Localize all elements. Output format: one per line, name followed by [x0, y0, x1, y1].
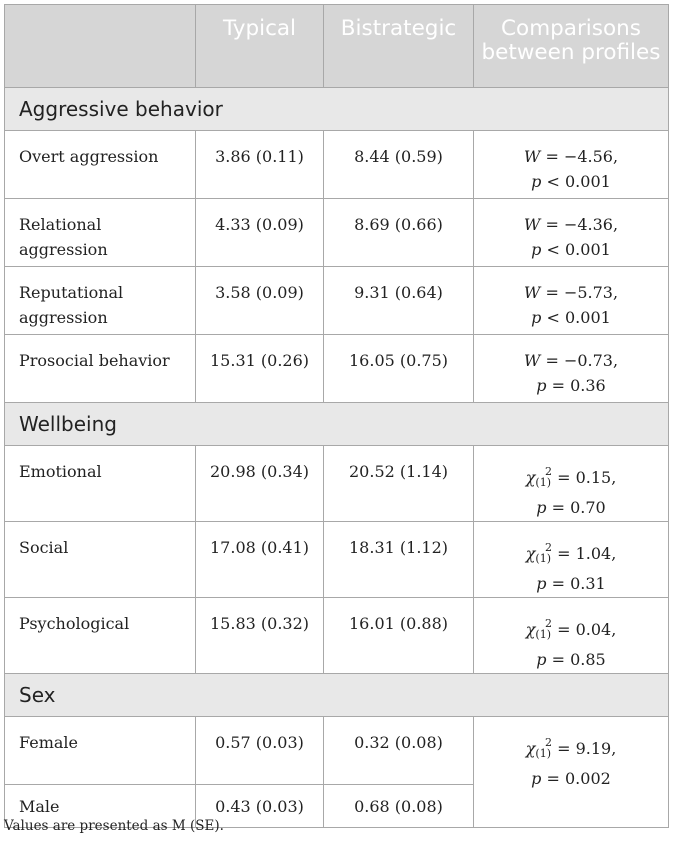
comparison-cell: [474, 598, 669, 674]
bistrategic-value: 18.31 (1.12): [324, 522, 474, 598]
header-empty: [5, 5, 196, 88]
p-symbol: p: [531, 240, 542, 259]
comparison-cell: [474, 446, 669, 522]
stat-symbol: χ: [525, 544, 536, 563]
typical-value: 15.31 (0.26): [196, 335, 324, 403]
comparison-cell: [474, 199, 669, 267]
stat-exponent: 2: [545, 736, 552, 749]
table-row: [5, 131, 669, 199]
stat-exponent: 2: [545, 617, 552, 630]
comparison-cell: [474, 335, 669, 403]
p-value: < 0.001: [541, 240, 611, 259]
p-symbol: p: [536, 650, 547, 669]
p-symbol: p: [531, 769, 542, 788]
stat-exponent: 2: [545, 465, 552, 478]
stat-value: = −4.36,: [540, 215, 619, 234]
p-value: < 0.001: [541, 172, 611, 191]
header-row: [5, 5, 669, 88]
p-value: = 0.31: [546, 574, 606, 593]
results-table: [4, 4, 669, 828]
stat-value: = 9.19,: [552, 739, 617, 758]
stat-df: (1): [535, 476, 551, 489]
table-row: [5, 522, 669, 598]
stat-df: (1): [535, 628, 551, 641]
p-symbol: p: [531, 172, 542, 191]
p-symbol: p: [536, 376, 547, 395]
row-label: Overt aggression: [5, 131, 196, 199]
p-value: = 0.36: [546, 376, 606, 395]
table-row: [5, 717, 669, 785]
bistrategic-value: 0.68 (0.08): [324, 785, 474, 828]
typical-value: 4.33 (0.09): [196, 199, 324, 267]
p-value: = 0.70: [546, 498, 606, 517]
section-aggressive-behavior: [5, 88, 669, 131]
comparison-cell: [474, 267, 669, 335]
row-label: Male: [5, 785, 196, 828]
typical-value: 20.98 (0.34): [196, 446, 324, 522]
stat-value: = −4.56,: [540, 147, 619, 166]
stat-symbol: χ: [525, 468, 536, 487]
row-label: Emotional: [5, 446, 196, 522]
p-value: = 0.85: [546, 650, 606, 669]
stat-value: = −0.73,: [540, 351, 619, 370]
bistrategic-value: 8.69 (0.66): [324, 199, 474, 267]
table-row: [5, 267, 669, 335]
stat-symbol: χ: [525, 739, 536, 758]
stat-symbol: W: [523, 351, 541, 370]
table-footnote: Values are presented as M (SE).: [4, 818, 224, 834]
stat-value: = −5.73,: [540, 283, 619, 302]
typical-value: 3.58 (0.09): [196, 267, 324, 335]
typical-value: 0.57 (0.03): [196, 717, 324, 785]
row-label: Reputational aggression: [5, 267, 196, 335]
header-bistrategic: Bistrategic: [324, 5, 474, 88]
stat-symbol: W: [523, 215, 541, 234]
bistrategic-value: 16.05 (0.75): [324, 335, 474, 403]
stat-symbol: χ: [525, 620, 536, 639]
stat-df: (1): [535, 552, 551, 565]
comparison-cell: [474, 717, 669, 828]
header-comparisons: Comparisons between profiles: [474, 5, 669, 88]
row-label: Social: [5, 522, 196, 598]
comparison-cell: [474, 522, 669, 598]
row-label: Psychological: [5, 598, 196, 674]
table-row: [5, 199, 669, 267]
header-typical: Typical: [196, 5, 324, 88]
bistrategic-value: 20.52 (1.14): [324, 446, 474, 522]
section-wellbeing: [5, 403, 669, 446]
bistrategic-value: 9.31 (0.64): [324, 267, 474, 335]
comparison-cell: [474, 131, 669, 199]
bistrategic-value: 8.44 (0.59): [324, 131, 474, 199]
table-row: [5, 598, 669, 674]
bistrategic-value: 0.32 (0.08): [324, 717, 474, 785]
section-title: Wellbeing: [5, 403, 669, 446]
typical-value: 15.83 (0.32): [196, 598, 324, 674]
stat-value: = 0.04,: [552, 620, 617, 639]
section-title: Aggressive behavior: [5, 88, 669, 131]
p-symbol: p: [531, 308, 542, 327]
p-value: = 0.002: [541, 769, 611, 788]
stat-exponent: 2: [545, 541, 552, 554]
stat-symbol: W: [523, 147, 541, 166]
p-value: < 0.001: [541, 308, 611, 327]
table-row: [5, 446, 669, 522]
typical-value: 17.08 (0.41): [196, 522, 324, 598]
stat-symbol: W: [523, 283, 541, 302]
section-sex: [5, 674, 669, 717]
stat-df: (1): [535, 747, 551, 760]
row-label: Female: [5, 717, 196, 785]
p-symbol: p: [536, 574, 547, 593]
row-label: Relational aggression: [5, 199, 196, 267]
bistrategic-value: 16.01 (0.88): [324, 598, 474, 674]
stat-value: = 0.15,: [552, 468, 617, 487]
table-row: [5, 335, 669, 403]
row-label: Prosocial behavior: [5, 335, 196, 403]
typical-value: 0.43 (0.03): [196, 785, 324, 828]
typical-value: 3.86 (0.11): [196, 131, 324, 199]
section-title: Sex: [5, 674, 669, 717]
p-symbol: p: [536, 498, 547, 517]
stat-value: = 1.04,: [552, 544, 617, 563]
